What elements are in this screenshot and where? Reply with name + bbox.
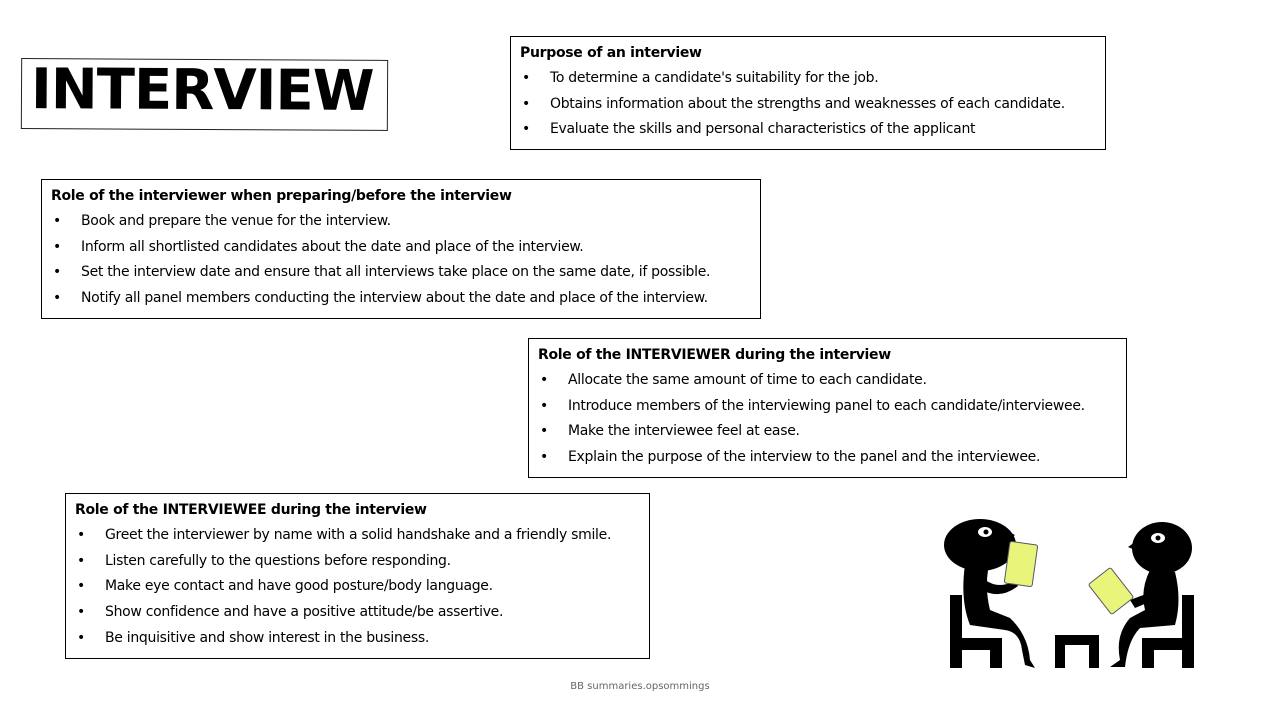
interview-illustration	[930, 510, 1210, 680]
list-item: • Be inquisitive and show interest in the business.	[75, 626, 639, 652]
list-item: • Inform all shortlisted candidates about the date and place of the interview.	[51, 235, 750, 261]
list-item: • Obtains information about the strengths and weaknesses of each candidate.	[520, 92, 1095, 118]
interviewee-heading: Role of the INTERVIEWEE during the interview	[75, 502, 427, 518]
list-item: • Greet the interviewer by name with a solid handshake and a friendly smile.	[75, 523, 639, 549]
list-item: • Set the interview date and ensure that all interviews take place on the same date, if possible.	[51, 260, 750, 286]
page-title: INTERVIEW	[30, 57, 374, 124]
interviewee-box	[65, 493, 650, 659]
list-item: • Show confidence and have a positive attitude/be assertive.	[75, 600, 639, 626]
during-box	[528, 338, 1127, 478]
title-box	[21, 58, 388, 131]
list-item: • To determine a candidate's suitability for the job.	[520, 66, 1095, 92]
list-item: • Introduce members of the interviewing panel to each candidate/interviewee.	[538, 394, 1116, 420]
resume-left	[1004, 541, 1038, 586]
before-box	[41, 179, 761, 319]
before-heading: Role of the interviewer when preparing/before the interview	[51, 188, 512, 204]
list-item: • Make the interviewee feel at ease.	[538, 419, 1116, 445]
resume-right	[1088, 567, 1133, 614]
list-item: • Book and prepare the venue for the interview.	[51, 209, 750, 235]
during-heading: Role of the INTERVIEWER during the interview	[538, 347, 891, 363]
footer-credit: BB summaries.opsommings	[570, 681, 710, 692]
purpose-heading: Purpose of an interview	[520, 45, 702, 61]
list-item: • Make eye contact and have good posture/body language.	[75, 574, 639, 600]
list-item: • Explain the purpose of the interview to the panel and the interviewee.	[538, 445, 1116, 471]
list-item: • Evaluate the skills and personal characteristics of the applicant	[520, 117, 1095, 143]
list-item: • Listen carefully to the questions before responding.	[75, 549, 639, 575]
list-item: • Notify all panel members conducting the interview about the date and place of the interview.	[51, 286, 750, 312]
purpose-box	[510, 36, 1106, 150]
list-item: • Allocate the same amount of time to each candidate.	[538, 368, 1116, 394]
